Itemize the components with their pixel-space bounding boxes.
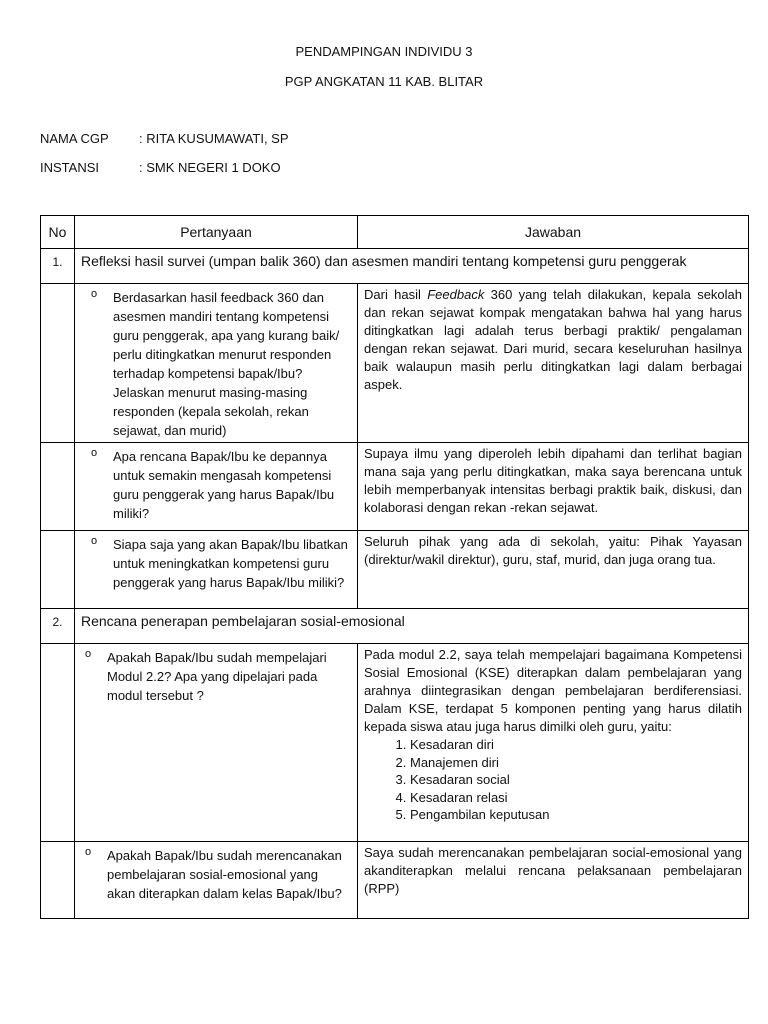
question-row xyxy=(41,443,749,531)
bullet-icon: o xyxy=(85,846,92,858)
table-header-row xyxy=(41,216,749,249)
section-title: Rencana penerapan pembelajaran sosial-emosional xyxy=(75,609,749,644)
kse-component-list xyxy=(364,736,742,824)
question-text: Siapa saja yang akan Bapak/Ibu libatkan untuk meningkatkan kompetensi guru penggerak yang harus Bapak/Ibu miliki? xyxy=(113,537,348,590)
empty-no-cell xyxy=(41,531,75,609)
bullet-icon: o xyxy=(91,447,98,459)
section-row xyxy=(41,609,749,644)
answer-text: 360 yang telah dilakukan, kepala sekolah dan rekan sejawat kompak mengatakan bahwa hal yang harus ditingkatkan lagi adalah terus berbagi praktik/ pengalaman dengan rekan sejawat. Dari murid, secara keseluruhan hasilnya baik walaupun masih perlu ditingkatkan lagi dalam berbagai aspek. xyxy=(364,287,743,392)
question-text: Apakah Bapak/Ibu sudah mempelajari Modul 2.2? Apa yang dipelajari pada modul tersebut ? xyxy=(107,650,327,703)
list-item: 4. Kesadaran relasi xyxy=(410,789,742,807)
empty-no-cell xyxy=(41,842,75,919)
question-cell xyxy=(75,443,358,531)
name-value: : RITA KUSUMAWATI, SP xyxy=(139,131,289,146)
question-cell xyxy=(75,842,358,919)
answer-text: Pada modul 2.2, saya telah mempelajari bagaimana Kompetensi Sosial Emosional (KSE) diterapkan dalam pembelajaran yang arahnya diintegrasikan dengan pembelajaran berdiferensiasi. Dalam KSE, terdapat 5 komponen penting yang harus dilatih kepada siswa atau juga harus dimilki oleh guru, yaitu: xyxy=(364,647,742,734)
institution-label: INSTANSI xyxy=(40,160,99,175)
question-table xyxy=(40,215,749,919)
question-row xyxy=(41,842,749,919)
info-name-row xyxy=(40,131,289,146)
bullet-icon: o xyxy=(91,535,98,547)
document-title: PENDAMPINGAN INDIVIDU 3 xyxy=(295,44,473,59)
section-number: 1. xyxy=(41,249,75,284)
empty-no-cell xyxy=(41,644,75,842)
question-row xyxy=(41,531,749,609)
answer-cell xyxy=(358,284,749,443)
list-item: 1. Kesadaran diri xyxy=(410,736,742,754)
question-cell xyxy=(75,644,358,842)
empty-no-cell xyxy=(41,443,75,531)
answer-cell: Seluruh pihak yang ada di sekolah, yaitu: Pihak Yayasan (direktur/wakil direktur), guru, staf, murid, dan juga orang tua. xyxy=(358,531,749,609)
header-no: No xyxy=(41,216,75,249)
header-answer: Jawaban xyxy=(358,216,749,249)
answer-cell: Supaya ilmu yang diperoleh lebih dipahami dan terlihat bagian mana saja yang perlu ditingkatkan, maka saya berencana untuk lebih memperbanyak intensitas berbagi praktik baik, diskusi, dan kolaborasi dengan rekan -rekan sejawat. xyxy=(358,443,749,531)
question-cell xyxy=(75,284,358,443)
header-question: Pertanyaan xyxy=(75,216,358,249)
question-text: Berdasarkan hasil feedback 360 dan asesmen mandiri tentang kompetensi guru penggerak, apa yang kurang baik/ perlu ditingkatkan menurut responden terhadap kompetensi bapak/Ibu? Jelaskan menurut masing-masing responden (kepala sekolah, rekan sejawat, dan murid) xyxy=(113,290,340,438)
list-item: 5. Pengambilan keputusan xyxy=(410,806,742,824)
bullet-icon: o xyxy=(85,648,92,660)
answer-cell: Saya sudah merencanakan pembelajaran social-emosional yang akanditerapkan melalui rencana pelaksanaan pembelajaran (RPP) xyxy=(358,842,749,919)
question-cell xyxy=(75,531,358,609)
list-item: 3. Kesadaran social xyxy=(410,771,742,789)
question-row xyxy=(41,644,749,842)
list-item: 2. Manajemen diri xyxy=(410,754,742,772)
institution-value: : SMK NEGERI 1 DOKO xyxy=(139,160,281,175)
section-row xyxy=(41,249,749,284)
question-row xyxy=(41,284,749,443)
document-subtitle: PGP ANGKATAN 11 KAB. BLITAR xyxy=(284,74,484,89)
section-number: 2. xyxy=(41,609,75,644)
info-institution-row xyxy=(40,160,281,175)
answer-cell xyxy=(358,644,749,842)
bullet-icon: o xyxy=(91,288,98,300)
question-text: Apakah Bapak/Ibu sudah merencanakan pembelajaran sosial-emosional yang akan diterapkan dalam kelas Bapak/Ibu? xyxy=(107,848,342,901)
section-title: Refleksi hasil survei (umpan balik 360) dan asesmen mandiri tentang kompetensi guru penggerak xyxy=(75,249,749,284)
empty-no-cell xyxy=(41,284,75,443)
answer-text: Dari hasil xyxy=(364,287,428,302)
answer-emphasis: Feedback xyxy=(427,287,485,302)
question-text: Apa rencana Bapak/Ibu ke depannya untuk semakin mengasah kompetensi guru penggerak yang harus Bapak/Ibu miliki? xyxy=(113,449,335,521)
name-label: NAMA CGP xyxy=(40,131,109,146)
